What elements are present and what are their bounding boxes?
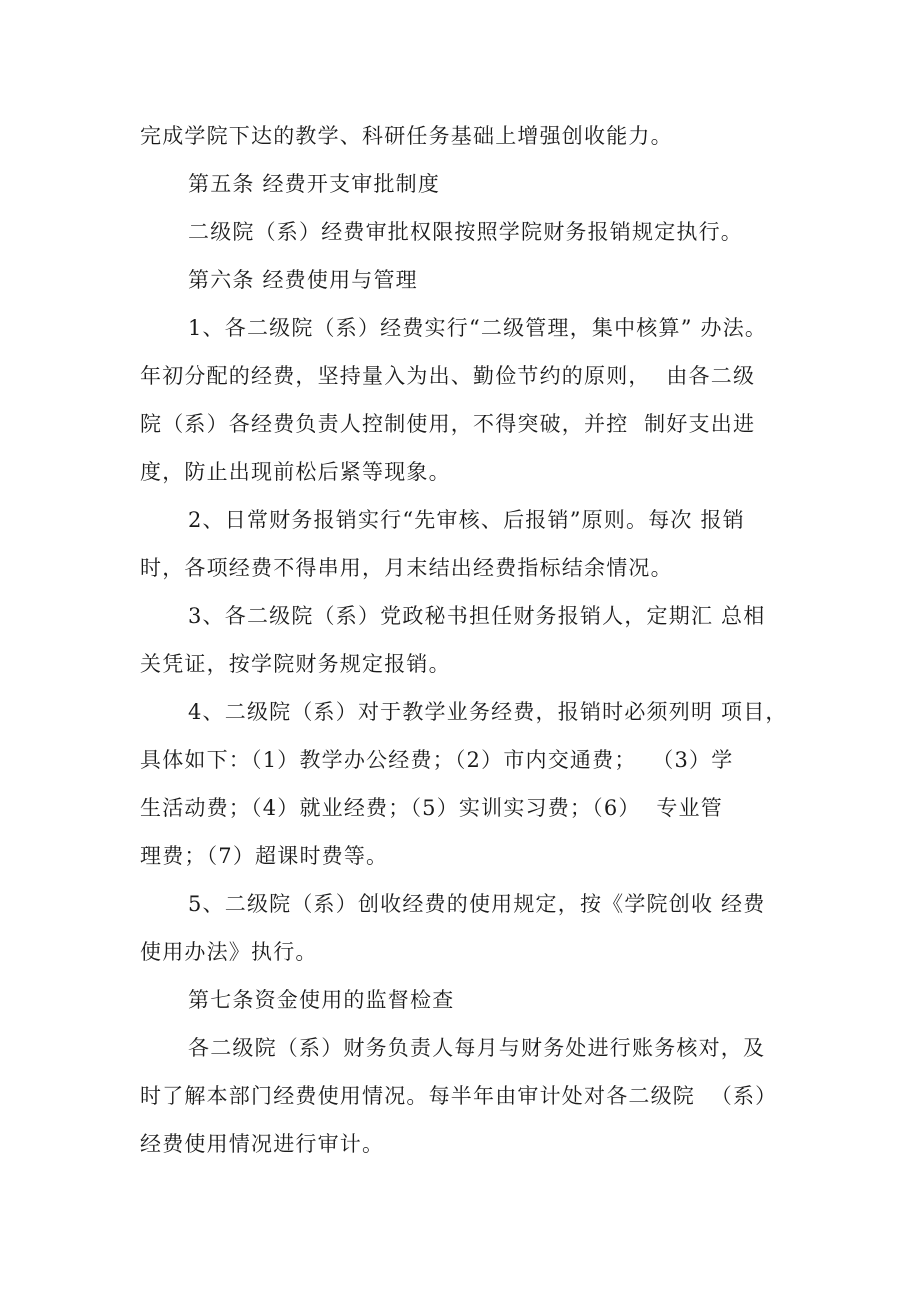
paragraph-line: 度，防止出现前松后紧等现象。 — [140, 460, 451, 484]
paragraph-line: 具体如下：（1）教学办公经费；（2）市内交通费； （3）学 — [140, 748, 734, 772]
paragraph-line: 生活动费；（4）就业经费；（5）实训实习费；（6） 专业管 — [140, 796, 723, 820]
paragraph-line: 年初分配的经费，坚持量入为出、勤俭节约的原则， 由各二级 — [140, 364, 756, 388]
paragraph-line: 各二级院（系）财务负责人每月与财务处进行账务核对，及 — [188, 1036, 766, 1060]
paragraph-line: 二级院（系）经费审批权限按照学院财务报销规定执行。 — [188, 220, 743, 244]
paragraph-line: 关凭证，按学院财务规定报销。 — [140, 652, 451, 676]
paragraph-line: 时，各项经费不得串用，月末结出经费指标结余情况。 — [140, 556, 673, 580]
paragraph-line: 完成学院下达的教学、科研任务基础上增强创收能力。 — [140, 124, 673, 148]
paragraph-line: 1、各二级院（系）经费实行“二级管理，集中核算” 办法。 — [188, 316, 768, 340]
paragraph-line: 理费；（7）超课时费等。 — [140, 844, 389, 868]
paragraph-line: 2、日常财务报销实行“先审核、后报销”原则。每次 报销 — [188, 508, 745, 532]
article-heading: 第五条 经费开支审批制度 — [188, 172, 441, 196]
paragraph-line: 院（系）各经费负责人控制使用，不得突破，并控 制好支出进 — [140, 412, 756, 436]
paragraph-line: 4、二级院（系）对于教学业务经费，报销时必须列明 项目， — [188, 700, 788, 724]
paragraph-line: 时了解本部门经费使用情况。每半年由审计处对各二级院 （系） — [140, 1084, 778, 1108]
paragraph-line: 5、二级院（系）创收经费的使用规定，按《学院创收 经费 — [188, 892, 766, 916]
paragraph-line: 使用办法》执行。 — [140, 940, 318, 964]
article-heading: 第七条资金使用的监督检查 — [188, 988, 455, 1012]
article-heading: 第六条 经费使用与管理 — [188, 268, 418, 292]
paragraph-line: 经费使用情况进行审计。 — [140, 1132, 385, 1156]
paragraph-line: 3、各二级院（系）党政秘书担任财务报销人，定期汇 总相 — [188, 604, 766, 628]
